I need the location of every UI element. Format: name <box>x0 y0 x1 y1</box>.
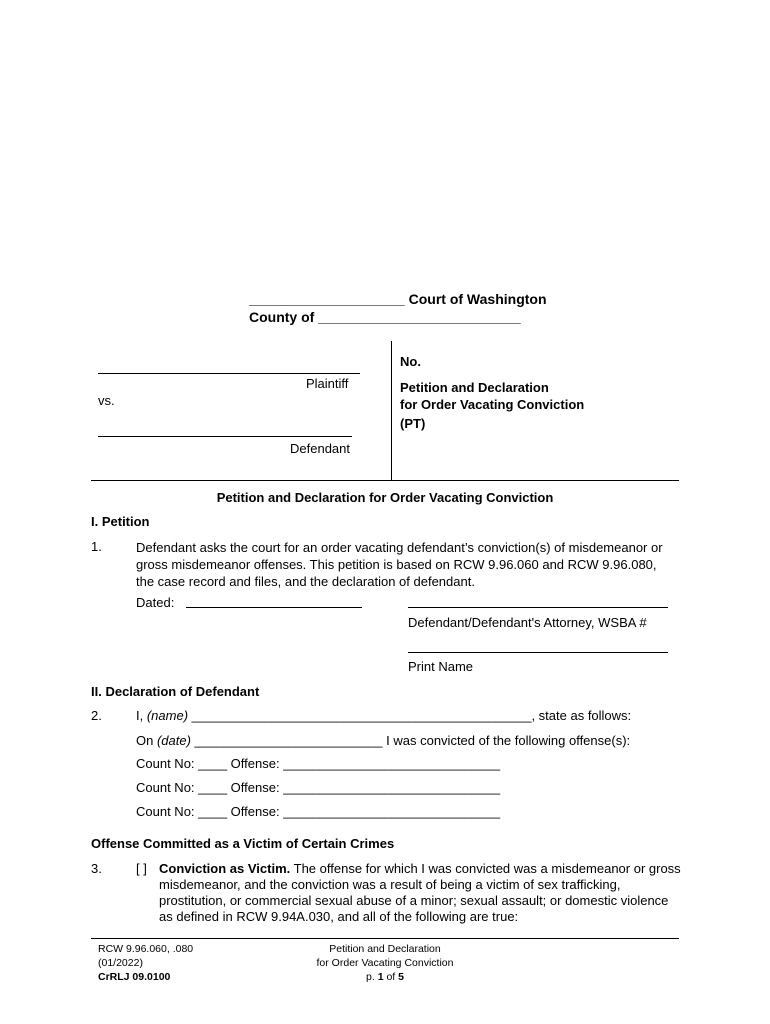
victim-checkbox[interactable]: [ ] <box>136 861 147 876</box>
document-title-line2: for Order Vacating Conviction <box>400 397 585 412</box>
victim-body: The offense for which I was convicted was a misdemeanor or gross misdemeanor, and the conviction was a result of being a victim of sex trafficking, prostitution, or commercial sexual abuse of a minor; sexual assault; or domestic violence as defined in RCW 9.94A.030, and all of the following are true: <box>159 861 681 924</box>
name-hint: (name) <box>146 708 189 723</box>
footer-rule <box>91 938 679 939</box>
name-line-prefix: I, <box>136 708 147 723</box>
footer-form-number: CrRLJ 09.0100 <box>98 971 171 983</box>
signature-field[interactable] <box>408 607 668 608</box>
section-petition-title: I. Petition <box>91 514 150 529</box>
footer-statute: RCW 9.96.060, .080 <box>98 943 194 955</box>
count-line-1: Count No: ____ Offense: ______________________________ <box>136 756 501 771</box>
date-line-suffix: __________________________ I was convicted of the following offense(s): <box>190 733 631 748</box>
count-line-2: Count No: ____ Offense: ______________________________ <box>136 780 501 795</box>
defendant-label: Defendant <box>290 441 350 456</box>
case-number-label: No. <box>400 354 421 369</box>
page-prefix: p. <box>366 971 378 983</box>
current-page: 1 <box>377 971 384 983</box>
date-hint: (date) <box>156 733 191 748</box>
item-2-number: 2. <box>91 708 102 723</box>
footer-title-line2: for Order Vacating Conviction <box>316 957 454 969</box>
item-3-number: 3. <box>91 861 102 876</box>
page-of: of <box>383 971 399 983</box>
footer-page-number <box>285 970 485 984</box>
document-code: (PT) <box>400 416 426 431</box>
caption-rule <box>91 480 679 481</box>
dated-field[interactable] <box>186 607 362 608</box>
victim-text <box>159 861 681 925</box>
court-line: ____________________ Court of Washington <box>249 291 547 307</box>
print-name-field[interactable] <box>408 652 668 653</box>
count-line-3: Count No: ____ Offense: ______________________________ <box>136 804 501 819</box>
dated-label: Dated: <box>136 595 175 610</box>
name-line-suffix: _______________________________________________, state as follows: <box>188 708 632 723</box>
date-line <box>136 733 630 748</box>
footer-title-line1: Petition and Declaration <box>329 943 441 955</box>
document-title-line1: Petition and Declaration <box>400 380 549 395</box>
footer-revision-date: (01/2022) <box>98 957 143 969</box>
section-declaration-title: II. Declaration of Defendant <box>91 684 260 699</box>
caption-divider <box>391 341 392 480</box>
victim-offense-title: Offense Committed as a Victim of Certain Crimes <box>91 836 395 851</box>
plaintiff-label: Plaintiff <box>306 376 349 391</box>
print-name-label: Print Name <box>408 659 474 674</box>
form-heading: Petition and Declaration for Order Vacating Conviction <box>216 490 554 505</box>
vs-label: vs. <box>98 393 115 408</box>
plaintiff-underline <box>98 373 360 374</box>
signature-label: Defendant/Defendant's Attorney, WSBA # <box>408 615 647 630</box>
name-line <box>136 708 631 723</box>
item-1-number: 1. <box>91 539 102 554</box>
county-line: County of __________________________ <box>249 309 521 325</box>
date-line-prefix: On <box>136 733 157 748</box>
victim-lead: Conviction as Victim. <box>159 861 291 876</box>
total-pages: 5 <box>398 971 404 983</box>
defendant-underline <box>98 436 352 437</box>
petition-text: Defendant asks the court for an order vacating defendant’s conviction(s) of misdemeanor or gross misdemeanor offenses. This petition is based on RCW 9.96.060 and RCW 9.96.080, the case record and files, and the declaration of defendant. <box>136 540 663 589</box>
